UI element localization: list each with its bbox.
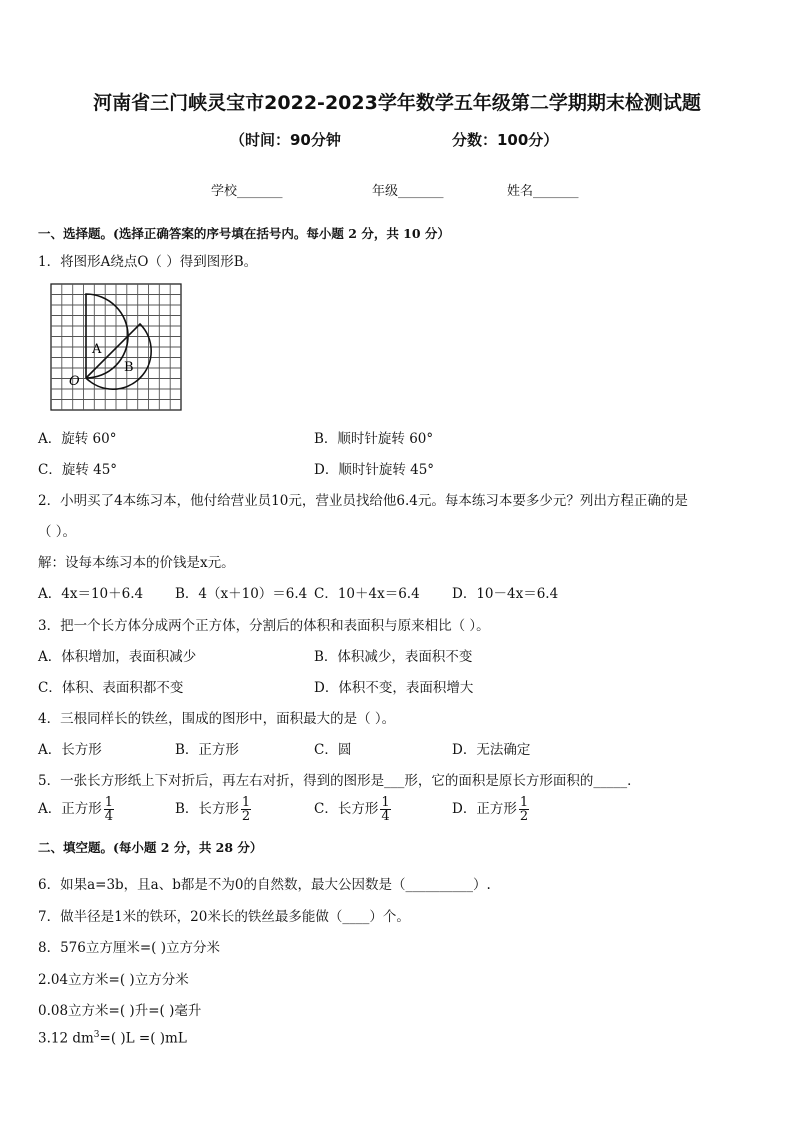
q5-option-d[interactable] xyxy=(452,796,529,823)
q3-option-b[interactable]: B．体积减少，表面积不变 xyxy=(314,649,473,665)
fraction xyxy=(241,796,251,823)
numerator: 1 xyxy=(519,795,529,810)
q1-option-d[interactable]: D．顺时针旋转 45° xyxy=(314,462,435,478)
name-blank: _______ xyxy=(533,184,579,199)
denominator: 4 xyxy=(381,809,390,824)
question-6: 6．如果a=3b，且a、b都是不为0的自然数，最大公因数是（__________）. xyxy=(38,877,491,893)
q1-option-a[interactable]: A．旋转 60° xyxy=(38,431,117,447)
question-5: 5．一张长方形纸上下对折后，再左右对折，得到的图形是___形，它的面积是原长方形面积的_____． xyxy=(38,773,641,789)
numerator: 1 xyxy=(241,795,251,810)
q4-option-b[interactable]: B．正方形 xyxy=(175,742,239,758)
q8-line4-part2: =( )L =( )mL xyxy=(99,1030,187,1047)
label-o: O xyxy=(69,374,80,389)
question-8-line-1: 8．576立方厘米=( )立方分米 xyxy=(38,940,220,956)
fraction xyxy=(104,796,114,823)
q8-line4-exponent: 3 xyxy=(93,1030,100,1040)
q5-option-a-label: A．正方形 xyxy=(38,801,102,817)
school-field xyxy=(211,180,283,199)
q3-option-d[interactable]: D．体积不变，表面积增大 xyxy=(314,680,474,696)
question-8-line-4 xyxy=(38,1030,187,1047)
q1-option-b[interactable]: B．顺时针旋转 60° xyxy=(314,431,434,447)
question-4: 4．三根同样长的铁丝，围成的图形中，面积最大的是（ ）。 xyxy=(38,711,396,727)
q2-option-c[interactable]: C．10＋4x＝6.4 xyxy=(314,586,420,602)
denominator: 2 xyxy=(519,809,529,824)
name-label: 姓名 xyxy=(507,184,534,199)
question-3: 3．把一个长方体分成两个正方体，分割后的体积和表面积与原来相比（ ）。 xyxy=(38,618,490,634)
denominator: 2 xyxy=(241,809,251,824)
fraction xyxy=(519,796,529,823)
q2-option-b[interactable]: B．4（x＋10）＝6.4 xyxy=(175,586,308,602)
grade-blank: _______ xyxy=(398,184,444,199)
question-7: 7．做半径是1米的铁环，20米长的铁丝最多能做（____）个。 xyxy=(38,909,410,925)
q2-option-d[interactable]: D．10－4x＝6.4 xyxy=(452,586,559,602)
exam-score: 分数：100分） xyxy=(452,131,559,149)
section2-heading: 二、填空题。(每小题 2 分，共 28 分） xyxy=(38,840,263,855)
label-a: A xyxy=(92,342,102,357)
q5-option-b[interactable] xyxy=(175,796,251,823)
q5-option-b-label: B．长方形 xyxy=(175,801,239,817)
numerator: 1 xyxy=(104,795,114,810)
q4-option-d[interactable]: D．无法确定 xyxy=(452,742,531,758)
denominator: 4 xyxy=(104,809,114,824)
question-2: 2．小明买了4本练习本，他付给营业员10元，营业员找给他6.4元。每本练习本要多少元？列出方程正确的是 xyxy=(38,493,688,509)
section1-heading: 一、选择题。(选择正确答案的序号填在括号内。每小题 2 分，共 10 分） xyxy=(38,226,450,241)
question-8-line-3: 0.08立方米=( )升=( )毫升 xyxy=(38,1003,202,1019)
page-title: 河南省三门峡灵宝市2022-2023学年数学五年级第二学期期末检测试题 xyxy=(93,92,701,114)
q3-option-a[interactable]: A．体积增加，表面积减少 xyxy=(38,649,197,665)
q8-line4-part1: 3.12 dm xyxy=(38,1030,94,1047)
numerator: 1 xyxy=(381,795,390,810)
fraction xyxy=(380,796,390,823)
question-2-blank: （ ）。 xyxy=(38,524,77,540)
q5-option-c[interactable] xyxy=(314,796,391,823)
q4-option-c[interactable]: C．圆 xyxy=(314,742,352,758)
question-8-line-2: 2.04立方米=( )立方分米 xyxy=(38,972,189,988)
rotation-figure xyxy=(48,281,184,413)
q2-option-a[interactable]: A．4x＝10＋6.4 xyxy=(38,586,144,602)
q4-option-a[interactable]: A．长方形 xyxy=(38,742,102,758)
label-b: B xyxy=(124,360,134,375)
q5-option-d-label: D．正方形 xyxy=(452,801,517,817)
q5-option-c-label: C．长方形 xyxy=(314,801,379,817)
school-label: 学校 xyxy=(211,184,238,199)
grade-label: 年级 xyxy=(372,184,399,199)
q5-option-a[interactable] xyxy=(38,796,114,823)
grade-field xyxy=(372,180,444,199)
exam-time: （时间：90分钟 xyxy=(230,131,341,149)
question-2-solution: 解：设每本练习本的价钱是x元。 xyxy=(38,555,235,571)
shape-a xyxy=(86,294,128,378)
q1-option-c[interactable]: C．旋转 45° xyxy=(38,462,118,478)
name-field xyxy=(507,180,579,199)
school-blank: _______ xyxy=(237,184,283,199)
question-1: 1．将图形A绕点O（ ）得到图形B。 xyxy=(38,254,258,270)
q3-option-c[interactable]: C．体积、表面积都不变 xyxy=(38,680,184,696)
